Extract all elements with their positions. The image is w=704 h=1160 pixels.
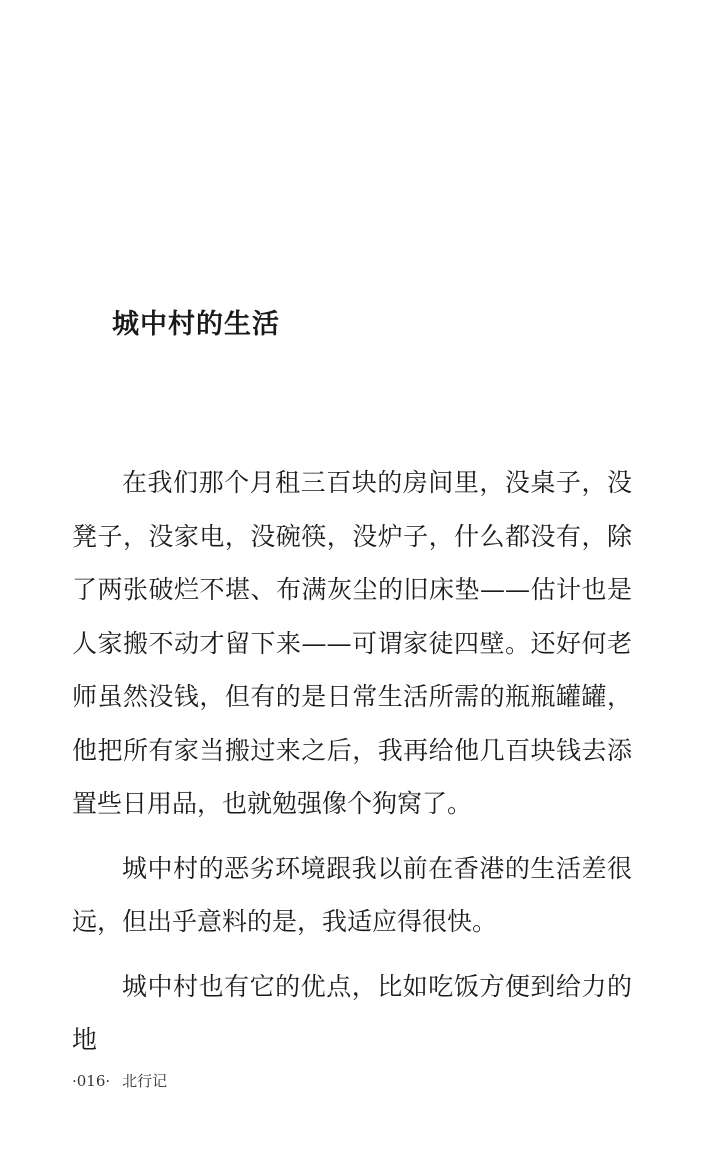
page-number: ·016· bbox=[72, 1072, 111, 1090]
book-title: 北行记 bbox=[122, 1072, 168, 1090]
paragraph: 城中村的恶劣环境跟我以前在香港的生活差很远，但出乎意料的是，我适应得很快。 bbox=[72, 853, 632, 936]
paragraph: 城中村也有它的优点，比如吃饭方便到给力的地 bbox=[72, 971, 632, 1054]
page-footer bbox=[72, 1070, 167, 1091]
section-title: 城中村的生活 bbox=[112, 309, 280, 340]
paragraph: 在我们那个月租三百块的房间里，没桌子，没凳子，没家电，没碗筷，没炉子，什么都没有，除了两张破烂不堪、布满灰尘的旧床垫——估计也是人家搬不动才留下来——可谓家徒四壁。还好何老师虽然没钱，但有的是日常生活所需的瓶瓶罐罐，他把所有家当搬过来之后，我再给他几百块钱去添置些日用品，也就勉强像个狗窝了。 bbox=[72, 468, 632, 818]
body-text bbox=[72, 456, 632, 1067]
